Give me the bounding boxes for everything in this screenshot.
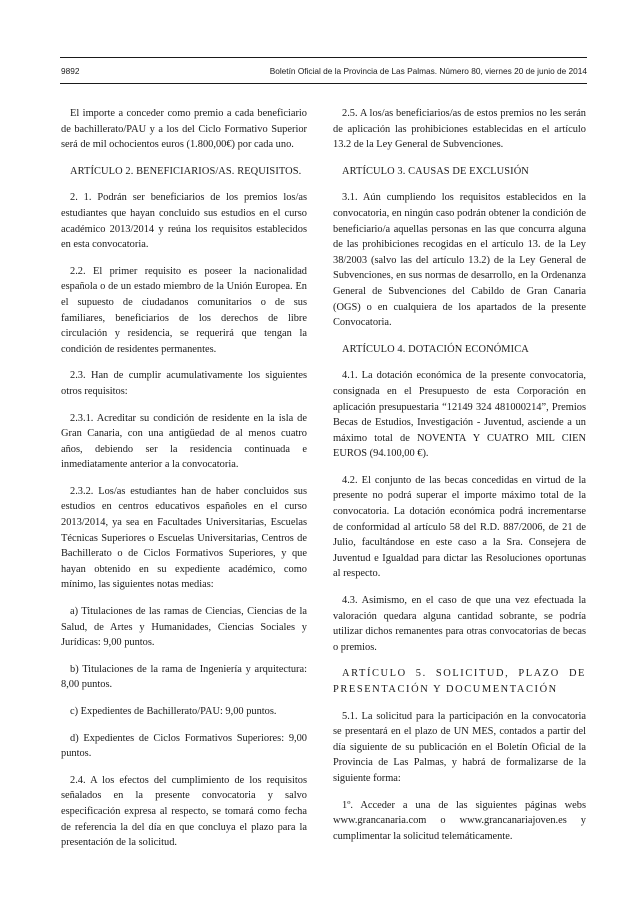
paragraph-item-a: a) Titulaciones de las ramas de Ciencias, Ciencias de la Salud, de Artes y Humanidades, Ciencias Sociales y Jurídicas: 9,00 puntos. xyxy=(61,606,307,649)
paragraph-5-1: 5.1. La solicitud para la participación en la convocatoria se presentará en el plazo de UN MES, contados a partir del día siguiente de su publicación en el Boletín Oficial de la Provincia de Las Palmas, y habrá de formalizarse de la siguiente forma: xyxy=(333,710,586,784)
page-number: 9892 xyxy=(61,66,80,76)
heading-articulo-5: ARTÍCULO 5. SOLICITUD, PLAZO DE PRESENTACIÓN Y DOCUMENTACIÓN xyxy=(333,668,586,695)
paragraph-4-2: 4.2. El conjunto de las becas concedidas en virtud de la presente no podrá superar el importe máximo total de la convocatoria. La dotación económica podrá incrementarse de conformidad al artículo 58 del R.D. 887/2006, de 21 de Julio, facultándose en este caso a la Sra. Consejera de Juventud e Igualdad para dictar las Resoluciones oportunas al respecto. xyxy=(333,474,586,580)
header-rule-bottom xyxy=(60,83,587,84)
paragraph-2-3-1: 2.3.1. Acreditar su condición de residente en la isla de Gran Canaria, con una antigüedad de al menos cuatro años, debiendo ser la residencia continuada e inmediatamente anterior a la convocatoria. xyxy=(61,412,307,471)
paragraph-2-5: 2.5. A los/as beneficiarios/as de estos premios no les serán de aplicación las prohibiciones establecidas en el artículo 13.2 de la Ley General de Subvenciones. xyxy=(333,108,586,151)
paragraph-4-3: 4.3. Asimismo, en el caso de que una vez efectuada la valoración quedara alguna cantidad sobrante, se podría utilizar dichos remanentes para otras convocatorias de becas o premios. xyxy=(333,595,586,653)
paragraph-2-3: 2.3. Han de cumplir acumulativamente los siguientes otros requisitos: xyxy=(61,370,307,397)
heading-articulo-2: ARTÍCULO 2. BENEFICIARIOS/AS. REQUISITOS. xyxy=(70,165,302,177)
paragraph-2-2: 2.2. El primer requisito es poseer la nacionalidad española o de un estado miembro de la Unión Europea. En el supuesto de ciudadanos comunitarios o de sus familiares, beneficiarios de los derechos de libre circulación y residencia, se requerirá que tengan la condición de residentes permanentes. xyxy=(61,265,307,355)
paragraph-2-4: 2.4. A los efectos del cumplimiento de los requisitos señalados en la presente convocatoria y salvo especificación expresa al respecto, se tomará como fecha de referencia la del día en que concluya el plazo para la presentación de la solicitud. xyxy=(61,774,307,849)
paragraph-4-1: 4.1. La dotación económica de la presente convocatoria, consignada en el Presupuesto de esta Corporación en aplicación presupuestaria “12149 324 481000214”, Premios Becas de Estudios, Investigación - Juventud, asciende a un máximo total de NOVENTA Y CUATRO MIL CIEN EUROS (94.100,00 €). xyxy=(333,370,586,460)
paragraph-5-1-step-1: 1º. Acceder a una de las siguientes páginas webs www.grancanaria.com o www.grancanariajoven.es y cumplimentar la solicitud telemáticamente. xyxy=(333,799,586,842)
paragraph-item-b: b) Titulaciones de la rama de Ingeniería y arquitectura: 8,00 puntos. xyxy=(61,663,307,691)
heading-articulo-3: ARTÍCULO 3. CAUSAS DE EXCLUSIÓN xyxy=(342,165,529,177)
left-column xyxy=(61,106,307,862)
page-header xyxy=(61,66,587,80)
paragraph-premio-importe: El importe a conceder como premio a cada beneficiario de bachillerato/PAU y a los del Ciclo Formativo Superior será de mil ochocientos euros (1.800,00€) por cada uno. xyxy=(61,108,307,151)
right-column xyxy=(333,106,586,855)
paragraph-3-1: 3.1. Aún cumpliendo los requisitos establecidos en la convocatoria, en ningún caso podrán obtener la condición de beneficiario/a aquellas personas en las que concurra alguna de las prohibiciones recogidas en el artículo 13. de la Ley 38/2003 (salvo las del artículo 13.2) de la Ley General de Subvenciones, en sus normas de desarrollo, en la Ordenanza General de Subvenciones del Cabildo de Gran Canaria (OGS) o en cualquiera de los apartados de la presente Convocatoria. xyxy=(333,192,586,329)
paragraph-item-d: d) Expedientes de Ciclos Formativos Superiores: 9,00 puntos. xyxy=(61,732,307,760)
heading-articulo-4: ARTÍCULO 4. DOTACIÓN ECONÓMICA xyxy=(342,343,529,355)
bulletin-title: Boletín Oficial de la Provincia de Las Palmas. Número 80, viernes 20 de junio de 2014 xyxy=(269,66,587,76)
paragraph-2-1: 2. 1. Podrán ser beneficiarios de los premios los/as estudiantes que hayan concluido sus estudios en el curso académico 2013/2014 y reúna los requisitos establecidos en esta convocatoria. xyxy=(61,192,307,251)
header-rule-top xyxy=(60,57,587,58)
paragraph-2-3-2: 2.3.2. Los/as estudiantes han de haber concluidos sus estudios en centros educativos españoles en el curso 2013/2014, ya sea en Facultades Universitarias, Escuelas Técnicas Superiores o Escuelas Universitarias, Centros de Bachillerato o de Ciclos Formativos Superiores, y que hayan obtenido en su expediente académico, como mínimo, las siguientes notas medias: xyxy=(61,485,307,591)
paragraph-item-c: c) Expedientes de Bachillerato/PAU: 9,00 puntos. xyxy=(70,706,277,717)
